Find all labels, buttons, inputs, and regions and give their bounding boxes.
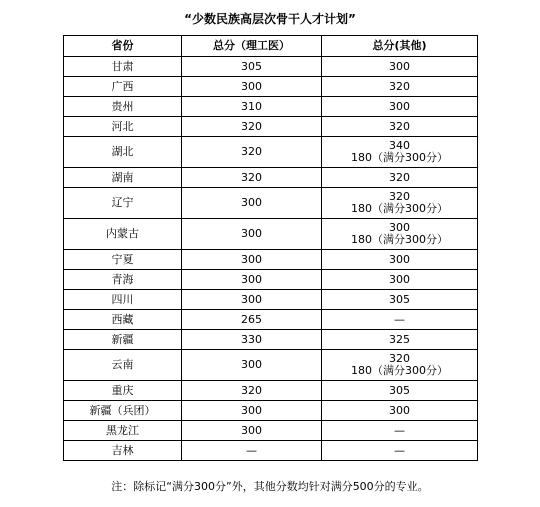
table-row (64, 381, 478, 401)
score-value: 300 (389, 59, 410, 73)
other-score-cell (322, 350, 478, 381)
score-value: 305 (389, 292, 410, 306)
science-score-cell: 300 (182, 188, 322, 219)
province-cell: 贵州 (64, 97, 182, 117)
table-row (64, 270, 478, 290)
table-row (64, 137, 478, 168)
table-row (64, 350, 478, 381)
province-cell: 宁夏 (64, 250, 182, 270)
table-row (64, 57, 478, 77)
other-score-cell (322, 381, 478, 401)
table-row (64, 310, 478, 330)
score-value: 300 (389, 99, 410, 113)
science-score-cell: 320 (182, 381, 322, 401)
table-row (64, 188, 478, 219)
province-cell: 重庆 (64, 381, 182, 401)
science-score-cell: 300 (182, 250, 322, 270)
province-cell: 黑龙江 (64, 421, 182, 441)
score-value: — (394, 423, 405, 437)
province-cell: 甘肃 (64, 57, 182, 77)
other-score-cell (322, 290, 478, 310)
science-score-cell: 320 (182, 137, 322, 168)
table-row (64, 290, 478, 310)
score-value: 320 (389, 352, 410, 365)
other-score-cell (322, 97, 478, 117)
province-cell: 辽宁 (64, 188, 182, 219)
score-value: 180（满分300分） (351, 202, 448, 215)
score-value: 300 (389, 403, 410, 417)
province-cell: 新疆（兵团） (64, 401, 182, 421)
table-row (64, 77, 478, 97)
science-score-cell: 300 (182, 77, 322, 97)
province-cell: 吉林 (64, 441, 182, 461)
score-value: 300 (389, 252, 410, 266)
table-row (64, 330, 478, 350)
other-score-cell (322, 421, 478, 441)
other-score-cell (322, 310, 478, 330)
score-value: 300 (389, 272, 410, 286)
footnote: 注：除标记“满分300分”外，其他分数均针对满分500分的专业。 (111, 480, 429, 493)
score-value: 320 (389, 79, 410, 93)
province-cell: 湖北 (64, 137, 182, 168)
table-row (64, 97, 478, 117)
table-row (64, 421, 478, 441)
other-score-cell (322, 219, 478, 250)
other-score-cell (322, 168, 478, 188)
other-score-cell (322, 441, 478, 461)
science-score-cell: 330 (182, 330, 322, 350)
other-score-cell (322, 117, 478, 137)
other-score-cell (322, 57, 478, 77)
other-score-cell (322, 250, 478, 270)
province-cell: 新疆 (64, 330, 182, 350)
score-value: 320 (389, 119, 410, 133)
table-row (64, 441, 478, 461)
province-cell: 河北 (64, 117, 182, 137)
other-score-cell (322, 401, 478, 421)
province-cell: 云南 (64, 350, 182, 381)
other-score-cell (322, 270, 478, 290)
science-score-cell: 320 (182, 168, 322, 188)
score-value: 305 (389, 383, 410, 397)
score-value: — (394, 443, 405, 457)
table-row (64, 250, 478, 270)
column-header-other-score: 总分(其他) (322, 36, 478, 57)
score-value: 180（满分300分） (351, 233, 448, 246)
science-score-cell: 310 (182, 97, 322, 117)
table-row (64, 117, 478, 137)
score-value: 325 (389, 332, 410, 346)
science-score-cell: 300 (182, 421, 322, 441)
score-value: 180（满分300分） (351, 364, 448, 377)
score-value: 320 (389, 190, 410, 203)
table-body (64, 57, 478, 461)
score-table (63, 35, 478, 461)
score-value: 320 (389, 170, 410, 184)
science-score-cell: 300 (182, 350, 322, 381)
column-header-science-score: 总分（理工医） (182, 36, 322, 57)
score-value: 300 (389, 221, 410, 234)
other-score-cell (322, 188, 478, 219)
science-score-cell: 320 (182, 117, 322, 137)
other-score-cell (322, 77, 478, 97)
science-score-cell: 300 (182, 270, 322, 290)
column-header-province: 省份 (64, 36, 182, 57)
score-value: — (394, 312, 405, 326)
science-score-cell: 300 (182, 401, 322, 421)
province-cell: 青海 (64, 270, 182, 290)
province-cell: 西藏 (64, 310, 182, 330)
table-header-row (64, 36, 478, 57)
province-cell: 内蒙古 (64, 219, 182, 250)
table-row (64, 219, 478, 250)
science-score-cell: 300 (182, 219, 322, 250)
province-cell: 广西 (64, 77, 182, 97)
province-cell: 湖南 (64, 168, 182, 188)
page-title: “少数民族高层次骨干人才计划” (184, 12, 356, 26)
table-row (64, 168, 478, 188)
table-row (64, 401, 478, 421)
province-cell: 四川 (64, 290, 182, 310)
score-value: 180（满分300分） (351, 151, 448, 164)
science-score-cell: 305 (182, 57, 322, 77)
other-score-cell (322, 137, 478, 168)
score-value: 340 (389, 139, 410, 152)
science-score-cell: — (182, 441, 322, 461)
other-score-cell (322, 330, 478, 350)
science-score-cell: 300 (182, 290, 322, 310)
science-score-cell: 265 (182, 310, 322, 330)
